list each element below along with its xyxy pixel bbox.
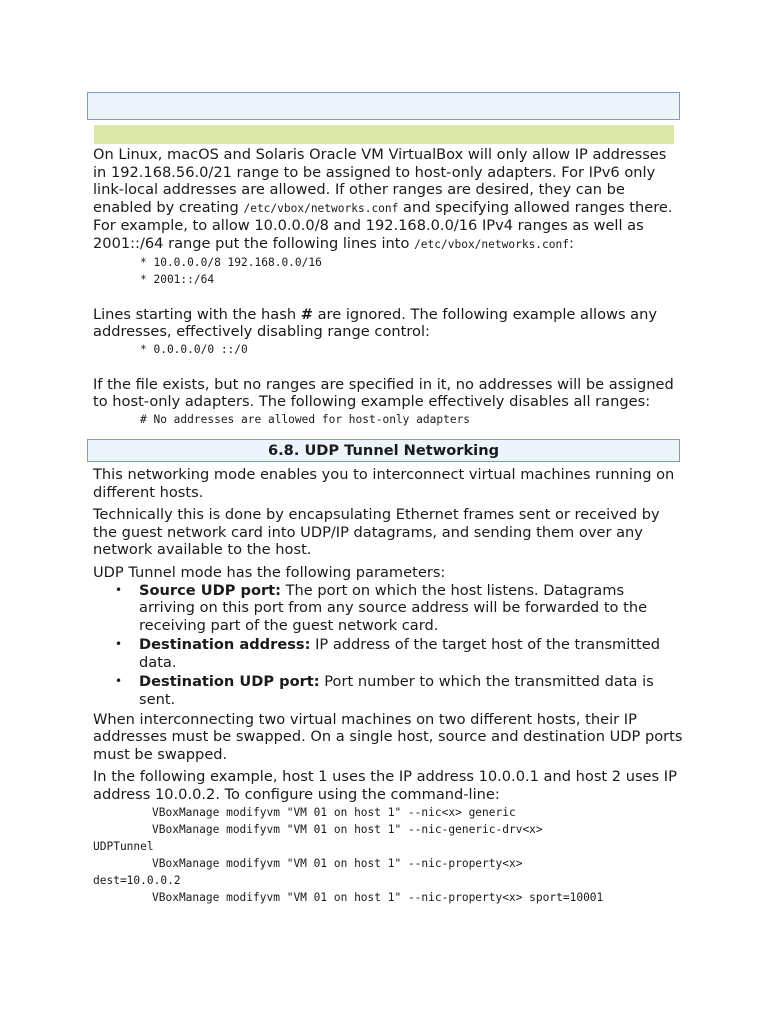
bullet-icon: • — [115, 637, 123, 652]
code-line: * 2001::/64 — [140, 272, 215, 286]
param-term: Destination address: — [139, 636, 311, 654]
code-line: # No addresses are allowed for host-only adapters — [140, 412, 471, 426]
code-line: * 10.0.0.0/8 192.168.0.0/16 — [140, 255, 322, 269]
param-term: Destination UDP port: — [139, 673, 320, 691]
hash-symbol: # — [300, 305, 313, 323]
param-desc: The port on which the host listens. Datagrams arriving on this port from any source address will be forwarded to the receiving part of the guest network card. — [139, 581, 648, 634]
list-item — [93, 673, 683, 708]
file-path: /etc/vbox/networks.conf — [414, 237, 569, 251]
section-paragraph-4: When interconnecting two virtual machines on two different hosts, their IP addresses must be swapped. On a single host, source and destination UDP ports must be swapped. — [93, 710, 683, 763]
text-span: are ignored. The following example allows any addresses, effectively disabling range control: — [93, 305, 658, 341]
code-line: * 0.0.0.0/0 ::/0 — [140, 342, 248, 356]
text-span: : — [568, 234, 574, 252]
list-item — [93, 582, 683, 635]
command-line-wrap: UDPTunnel — [93, 839, 154, 853]
section-paragraph-5: In the following example, host 1 uses the IP address 10.0.0.1 and host 2 uses IP address 10.0.0.2. To configure using the command-line: — [93, 768, 677, 804]
bullet-icon: • — [115, 582, 123, 597]
highlight-bar — [94, 125, 674, 144]
intro-paragraph-1 — [93, 146, 683, 254]
section-title: 6.8. UDP Tunnel Networking — [87, 439, 680, 462]
spacer — [93, 428, 683, 433]
text-span: and specifying allowed ranges there. For example, to allow 10.0.0.0/8 and 192.168.0.0/16 IPv4 ranges as well as 2001::/64 range put the following lines into — [93, 198, 673, 252]
section-heading-box — [87, 92, 680, 120]
file-path: /etc/vbox/networks.conf — [243, 201, 399, 215]
command-line: VBoxManage modifyvm "VM 01 on host 1" --nic-property<x> sport=10001 — [152, 890, 604, 904]
spacer — [93, 358, 683, 376]
spacer — [93, 288, 683, 306]
document-body — [93, 146, 683, 906]
param-desc: IP address of the target host of the transmitted data. — [139, 636, 661, 671]
intro-paragraph-3: If the file exists, but no ranges are specified in it, no addresses will be assigned to host-only adapters. The following example effectively disables all ranges: — [93, 375, 674, 411]
section-paragraph-1: This networking mode enables you to interconnect virtual machines running on different hosts. — [93, 465, 675, 501]
list-item — [93, 636, 683, 671]
command-line-wrap: dest=10.0.0.2 — [93, 873, 181, 887]
text-span: Lines starting with the hash — [93, 305, 301, 323]
parameter-list — [93, 582, 683, 709]
param-desc: Port number to which the transmitted data is sent. — [139, 673, 654, 709]
param-term: Source UDP port: — [139, 581, 281, 599]
bullet-icon: • — [115, 674, 123, 689]
section-paragraph-3: UDP Tunnel mode has the following parameters: — [93, 563, 446, 581]
text-span: On Linux, macOS and Solaris Oracle VM VirtualBox will only allow IP addresses in 192.168.56.0/21 range to be assigned to host-only adapters. For IPv6 only link-local addresses are allowed. If other ranges are desired, they can be enabled by creating — [93, 146, 667, 216]
intro-paragraph-2 — [93, 306, 683, 341]
command-line: VBoxManage modifyvm "VM 01 on host 1" --nic<x> generic — [152, 805, 516, 819]
command-line: VBoxManage modifyvm "VM 01 on host 1" --nic-generic-drv<x> — [152, 822, 543, 836]
command-line: VBoxManage modifyvm "VM 01 on host 1" --nic-property<x> — [152, 856, 523, 870]
section-paragraph-2: Technically this is done by encapsulating Ethernet frames sent or received by the guest network card into UDP/IP datagrams, and sending them over any network available to the host. — [93, 506, 660, 559]
